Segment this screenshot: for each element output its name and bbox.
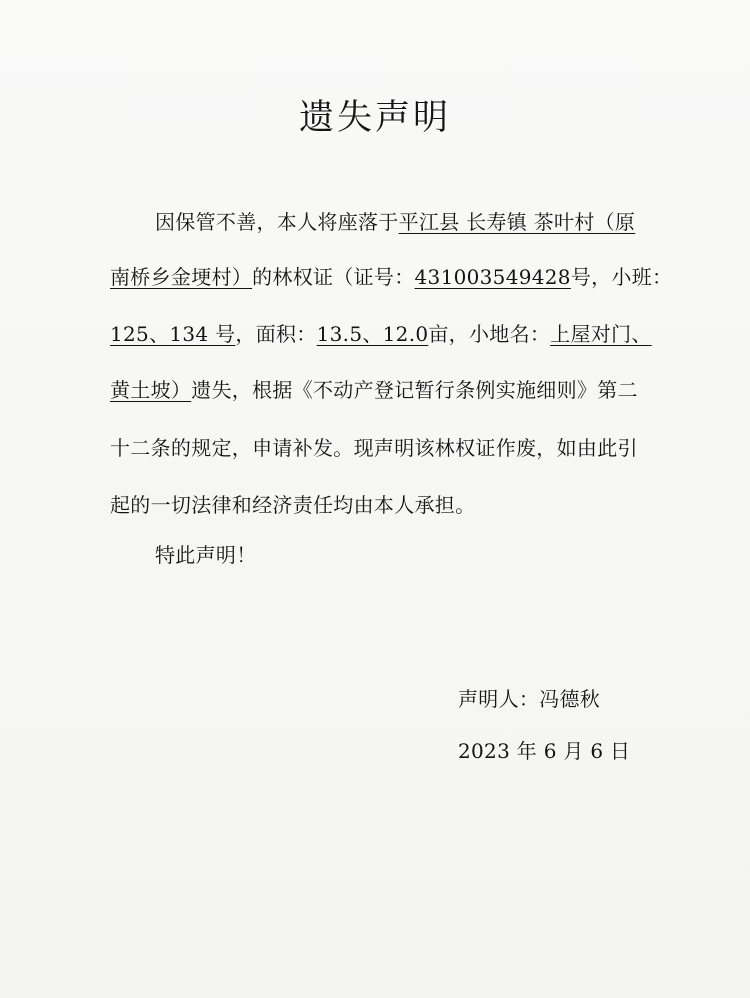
body-text: 的林权证（证号： (252, 265, 415, 289)
body-text: 号，小班： (570, 265, 673, 289)
body-text: 遗失，根据《不动产登记暂行条例实施细则》第二 (191, 378, 638, 402)
place-name: 上屋对门、 (550, 322, 652, 346)
area-value: 13.5、12.0 (316, 322, 429, 346)
plot-numbers: 125、134 号 (110, 322, 236, 346)
body-line-1 (155, 206, 635, 238)
body-line-4 (110, 374, 638, 406)
declaration-date: 2023 年 6 月 6 日 (458, 739, 631, 763)
location-text: 南桥乡金埂村） (110, 265, 253, 289)
document-title: 遗失声明 (298, 98, 451, 138)
place-name: 黄土坡） (110, 378, 192, 402)
body-text: 亩，小地名： (428, 322, 551, 346)
body-line-6: 起的一切法律和经济责任均由本人承担。 (110, 493, 476, 517)
body-text: ，面积： (235, 322, 317, 346)
body-line-2 (110, 261, 672, 293)
certificate-number: 431003549428 (414, 265, 571, 289)
signer-name: 声明人：冯德秋 (458, 687, 601, 711)
closing-statement: 特此声明！ (155, 543, 257, 567)
body-line-5: 十二条的规定，申请补发。现声明该林权证作废，如由此引 (110, 436, 638, 460)
body-line-3 (110, 318, 652, 350)
body-text: 因保管不善，本人将座落于 (155, 210, 399, 234)
location-text: 平江县 长寿镇 茶叶村（原 (398, 210, 636, 234)
